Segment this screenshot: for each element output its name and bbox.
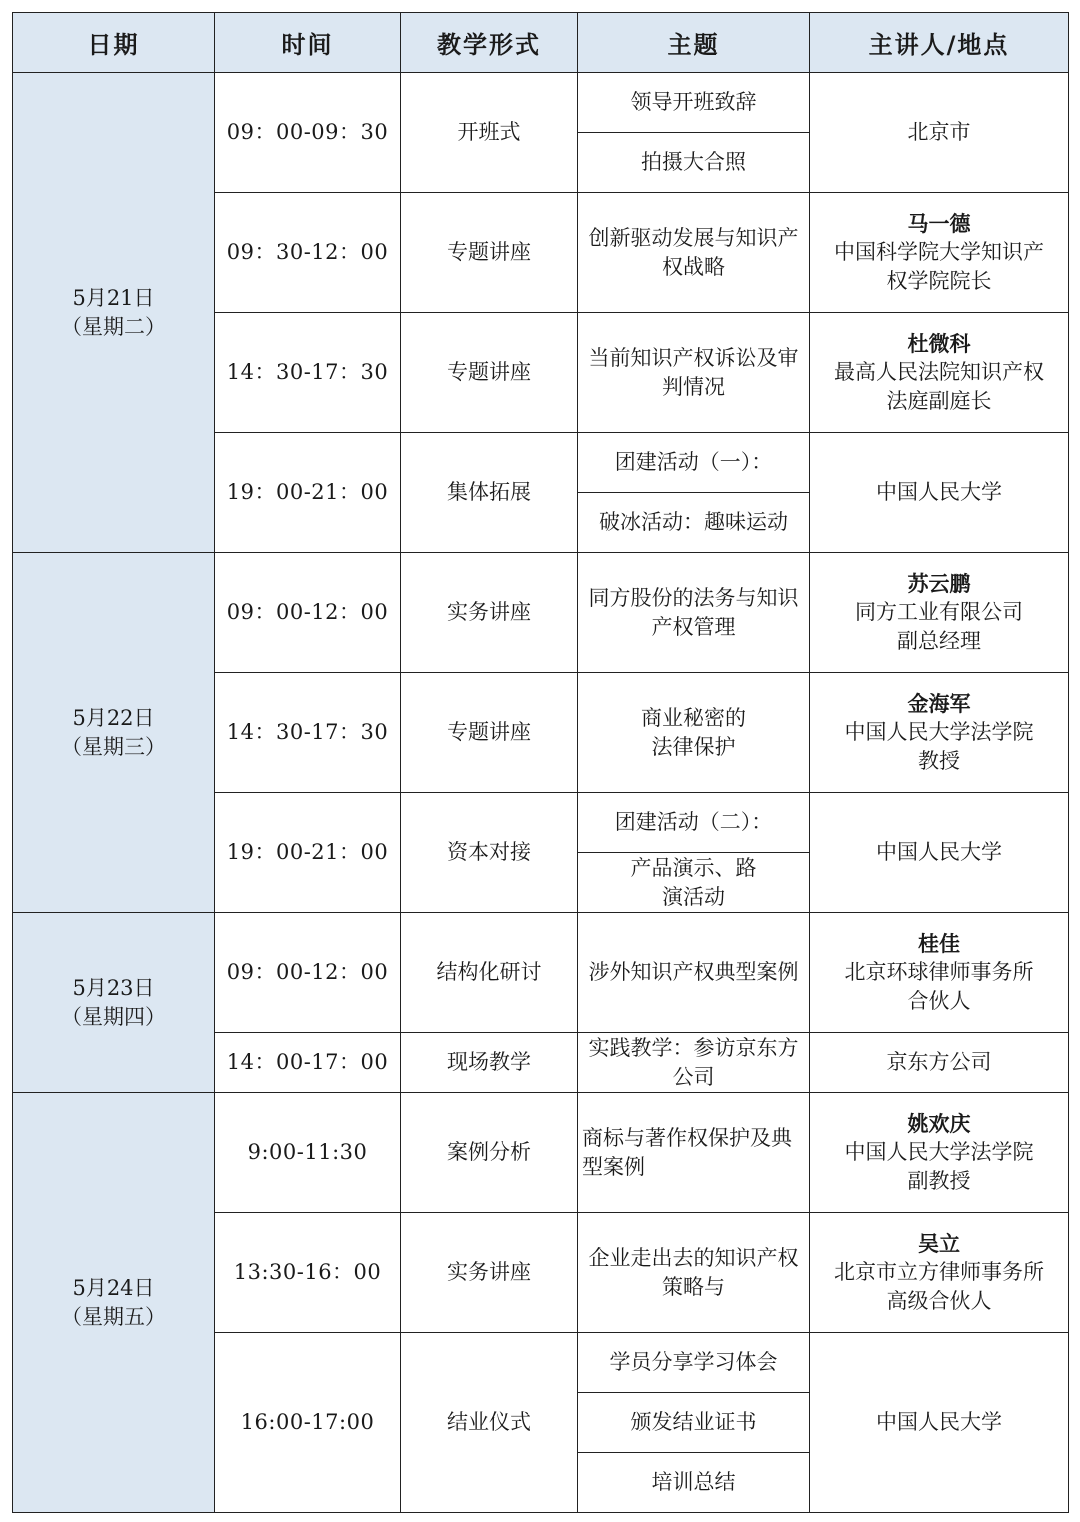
speaker-title: 高级合伙人 — [886, 1289, 992, 1313]
time-cell: 09：00-12：00 — [215, 913, 401, 1033]
topic-cell: 领导开班致辞 — [578, 73, 810, 133]
topic-text: 商业秘密的 — [641, 705, 746, 730]
speaker-cell — [810, 913, 1069, 1033]
format-cell: 案例分析 — [401, 1093, 578, 1213]
topic-cell — [578, 1213, 810, 1333]
location-cell: 中国人民大学 — [810, 793, 1069, 913]
date-label: 5月24日 — [72, 1275, 155, 1300]
weekday-label: （星期四） — [61, 1004, 166, 1029]
time-cell: 16:00-17:00 — [215, 1333, 401, 1513]
format-cell: 开班式 — [401, 73, 578, 193]
speaker-title: 最高人民法院知识产权 — [834, 360, 1044, 384]
time-cell: 9:00-11:30 — [215, 1093, 401, 1213]
topic-cell — [578, 1033, 810, 1093]
speaker-title: 同方工业有限公司 — [855, 600, 1023, 624]
date-label: 5月21日 — [72, 285, 155, 310]
topic-text: 实践教学：参访京东方公司 — [588, 1035, 799, 1089]
topic-text: 创新驱动发展与知识产权战略 — [588, 225, 799, 279]
location-cell: 京东方公司 — [810, 1033, 1069, 1093]
topic-cell: 学员分享学习体会 — [578, 1333, 810, 1393]
topic-cell: 破冰活动：趣味运动 — [578, 493, 810, 553]
format-cell: 结业仪式 — [401, 1333, 578, 1513]
speaker-title: 合伙人 — [907, 989, 971, 1013]
topic-cell — [578, 913, 810, 1033]
date-cell — [13, 553, 215, 913]
speaker-title: 副总经理 — [897, 629, 981, 653]
speaker-name: 吴立 — [918, 1231, 960, 1256]
date-label: 5月22日 — [72, 705, 155, 730]
header-topic: 主题 — [578, 13, 810, 73]
format-cell: 资本对接 — [401, 793, 578, 913]
speaker-title: 权学院院长 — [886, 269, 992, 293]
topic-text: 企业走出去的知识产权策略与 — [588, 1245, 799, 1299]
weekday-label: （星期二） — [61, 314, 166, 339]
header-row — [13, 13, 1069, 73]
header-format: 教学形式 — [401, 13, 578, 73]
date-label: 5月23日 — [72, 975, 155, 1000]
location-cell: 中国人民大学 — [810, 433, 1069, 553]
speaker-title: 中国人民大学法学院 — [844, 720, 1034, 744]
table-row — [13, 1093, 1069, 1153]
header-date: 日期 — [13, 13, 215, 73]
speaker-cell — [810, 313, 1069, 433]
speaker-cell — [810, 193, 1069, 313]
header-time: 时间 — [215, 13, 401, 73]
speaker-name: 杜微科 — [907, 331, 971, 356]
schedule-table — [12, 12, 1069, 1513]
time-cell: 19：00-21：00 — [215, 793, 401, 913]
topic-text: 法律保护 — [651, 734, 736, 759]
topic-cell: 团建活动（二）： — [578, 793, 810, 853]
time-cell: 09：00-09：30 — [215, 73, 401, 193]
table-row — [13, 73, 1069, 133]
date-cell — [13, 913, 215, 1093]
table-row — [13, 553, 1069, 613]
speaker-name: 金海军 — [907, 691, 971, 716]
topic-cell — [578, 193, 810, 313]
format-cell: 结构化研讨 — [401, 913, 578, 1033]
time-cell: 13:30-16：00 — [215, 1213, 401, 1333]
date-cell — [13, 1093, 215, 1513]
format-cell: 专题讲座 — [401, 313, 578, 433]
speaker-cell — [810, 1213, 1069, 1333]
topic-cell: 颁发结业证书 — [578, 1393, 810, 1453]
time-cell: 14：30-17：30 — [215, 313, 401, 433]
topic-text: 产品演示、路演活动 — [630, 855, 757, 909]
speaker-title: 北京市立方律师事务所 — [834, 1260, 1044, 1284]
time-cell: 14：00-17：00 — [215, 1033, 401, 1093]
time-cell: 14：30-17：30 — [215, 673, 401, 793]
format-cell: 集体拓展 — [401, 433, 578, 553]
topic-cell: 培训总结 — [578, 1453, 810, 1513]
speaker-cell — [810, 1093, 1069, 1213]
topic-cell — [578, 313, 810, 433]
location-cell: 中国人民大学 — [810, 1333, 1069, 1513]
speaker-name: 马一德 — [907, 211, 971, 236]
topic-cell — [578, 673, 810, 793]
topic-text: 当前知识产权诉讼及审判情况 — [588, 345, 799, 399]
format-cell: 实务讲座 — [401, 553, 578, 673]
speaker-title: 中国人民大学法学院 — [844, 1140, 1034, 1164]
topic-cell: 拍摄大合照 — [578, 133, 810, 193]
speaker-title: 中国科学院大学知识产 — [834, 240, 1044, 264]
topic-cell — [578, 853, 810, 913]
format-cell: 现场教学 — [401, 1033, 578, 1093]
topic-cell — [578, 1093, 810, 1213]
weekday-label: （星期三） — [61, 734, 166, 759]
time-cell: 09：00-12：00 — [215, 553, 401, 673]
speaker-cell — [810, 553, 1069, 673]
weekday-label: （星期五） — [61, 1304, 166, 1329]
speaker-title: 教授 — [918, 749, 960, 773]
speaker-title: 法庭副庭长 — [886, 389, 992, 413]
speaker-name: 姚欢庆 — [907, 1111, 971, 1136]
topic-text: 涉外知识产权典型案例 — [588, 960, 799, 984]
format-cell: 专题讲座 — [401, 193, 578, 313]
header-speaker-location: 主讲人/地点 — [810, 13, 1069, 73]
speaker-title: 北京环球律师事务所 — [844, 960, 1034, 984]
table-row — [13, 913, 1069, 973]
topic-text: 商标与著作权保护及典型案例 — [582, 1125, 792, 1179]
format-cell: 实务讲座 — [401, 1213, 578, 1333]
topic-cell: 团建活动（一）： — [578, 433, 810, 493]
speaker-title: 副教授 — [907, 1169, 971, 1193]
format-cell: 专题讲座 — [401, 673, 578, 793]
date-cell — [13, 73, 215, 553]
topic-cell — [578, 553, 810, 673]
speaker-cell — [810, 673, 1069, 793]
time-cell: 09：30-12：00 — [215, 193, 401, 313]
location-cell: 北京市 — [810, 73, 1069, 193]
speaker-name: 苏云鹏 — [907, 571, 971, 596]
time-cell: 19：00-21：00 — [215, 433, 401, 553]
speaker-name: 桂佳 — [918, 931, 960, 956]
topic-text: 同方股份的法务与知识产权管理 — [588, 585, 799, 639]
